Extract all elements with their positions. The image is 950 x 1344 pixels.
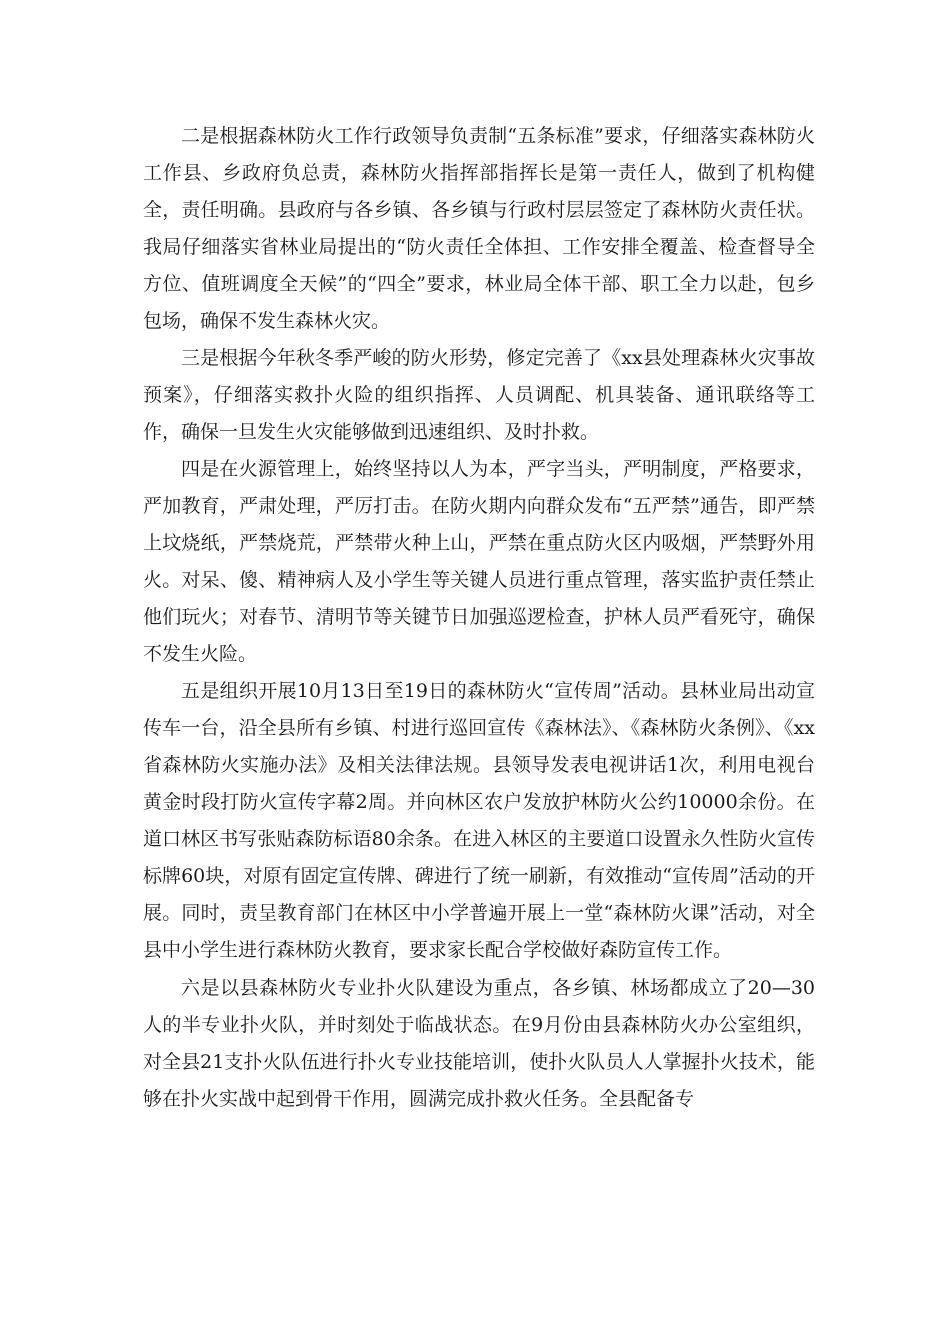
paragraph-2: 二是根据森林防火工作行政领导负责制“五条标准”要求，仔细落实森林防火工作县、乡政府负总责，森林防火指挥部指挥长是第一责任人，做到了机构健全，责任明确。县政府与各乡镇、各乡镇与行政村层层签定了森林防火责任状。我局仔细落实省林业局提出的“防火责任全体担、工作安排全覆盖、检查督导全方位、值班调度全天候”的“四全”要求，林业局全体干部、职工全力以赴，包乡包场，确保不发生森林火灾。: [143, 125, 815, 332]
document-body: [143, 118, 815, 1118]
paragraph-4: 四是在火源管理上，始终坚持以人为本，严字当头，严明制度，严格要求，严加教育，严肃处理，严厉打击。在防火期内向群众发布“五严禁”通告，即严禁上坟烧纸，严禁烧荒，严禁带火种上山，严禁在重点防火区内吸烟，严禁野外用火。对呆、傻、精神病人及小学生等关键人员进行重点管理，落实监护责任禁止他们玩火；对春节、清明节等关键节日加强巡逻检查，护林人员严看死守，确保不发生火险。: [143, 458, 815, 665]
paragraph-3: 三是根据今年秋冬季严峻的防火形势，修定完善了《xx县处理森林火灾事故预案》，仔细落实救扑火险的组织指挥、人员调配、机具装备、通讯联络等工作，确保一旦发生火灾能够做到迅速组织、及时扑救。: [143, 347, 815, 443]
paragraph-6: 六是以县森林防火专业扑火队建设为重点，各乡镇、林场都成立了20—30人的半专业扑火队，并时刻处于临战状态。在9月份由县森林防火办公室组织，对全县21支扑火队伍进行扑火专业技能培训，使扑火队员人人掌握扑火技术，能够在扑火实战中起到骨干作用，圆满完成扑救火任务。全县配备专: [143, 977, 815, 1110]
paragraph-5: 五是组织开展10月13日至19日的森林防火“宣传周”活动。县林业局出动宣传车一台，沿全县所有乡镇、村进行巡回宣传《森林法》、《森林防火条例》、《xx省森林防火实施办法》及相关法律法规。县领导发表电视讲话1次，利用电视台黄金时段打防火宣传字幕2周。并向林区农户发放护林防火公约10000余份。在道口林区书写张贴森防标语80余条。在进入林区的主要道口设置永久性防火宣传标牌60块，对原有固定宣传牌、碑进行了统一刷新，有效推动“宣传周”活动的开展。同时，责呈教育部门在林区中小学普遍开展上一堂“森林防火课”活动，对全县中小学生进行森林防火教育，要求家长配合学校做好森防宣传工作。: [143, 680, 815, 961]
